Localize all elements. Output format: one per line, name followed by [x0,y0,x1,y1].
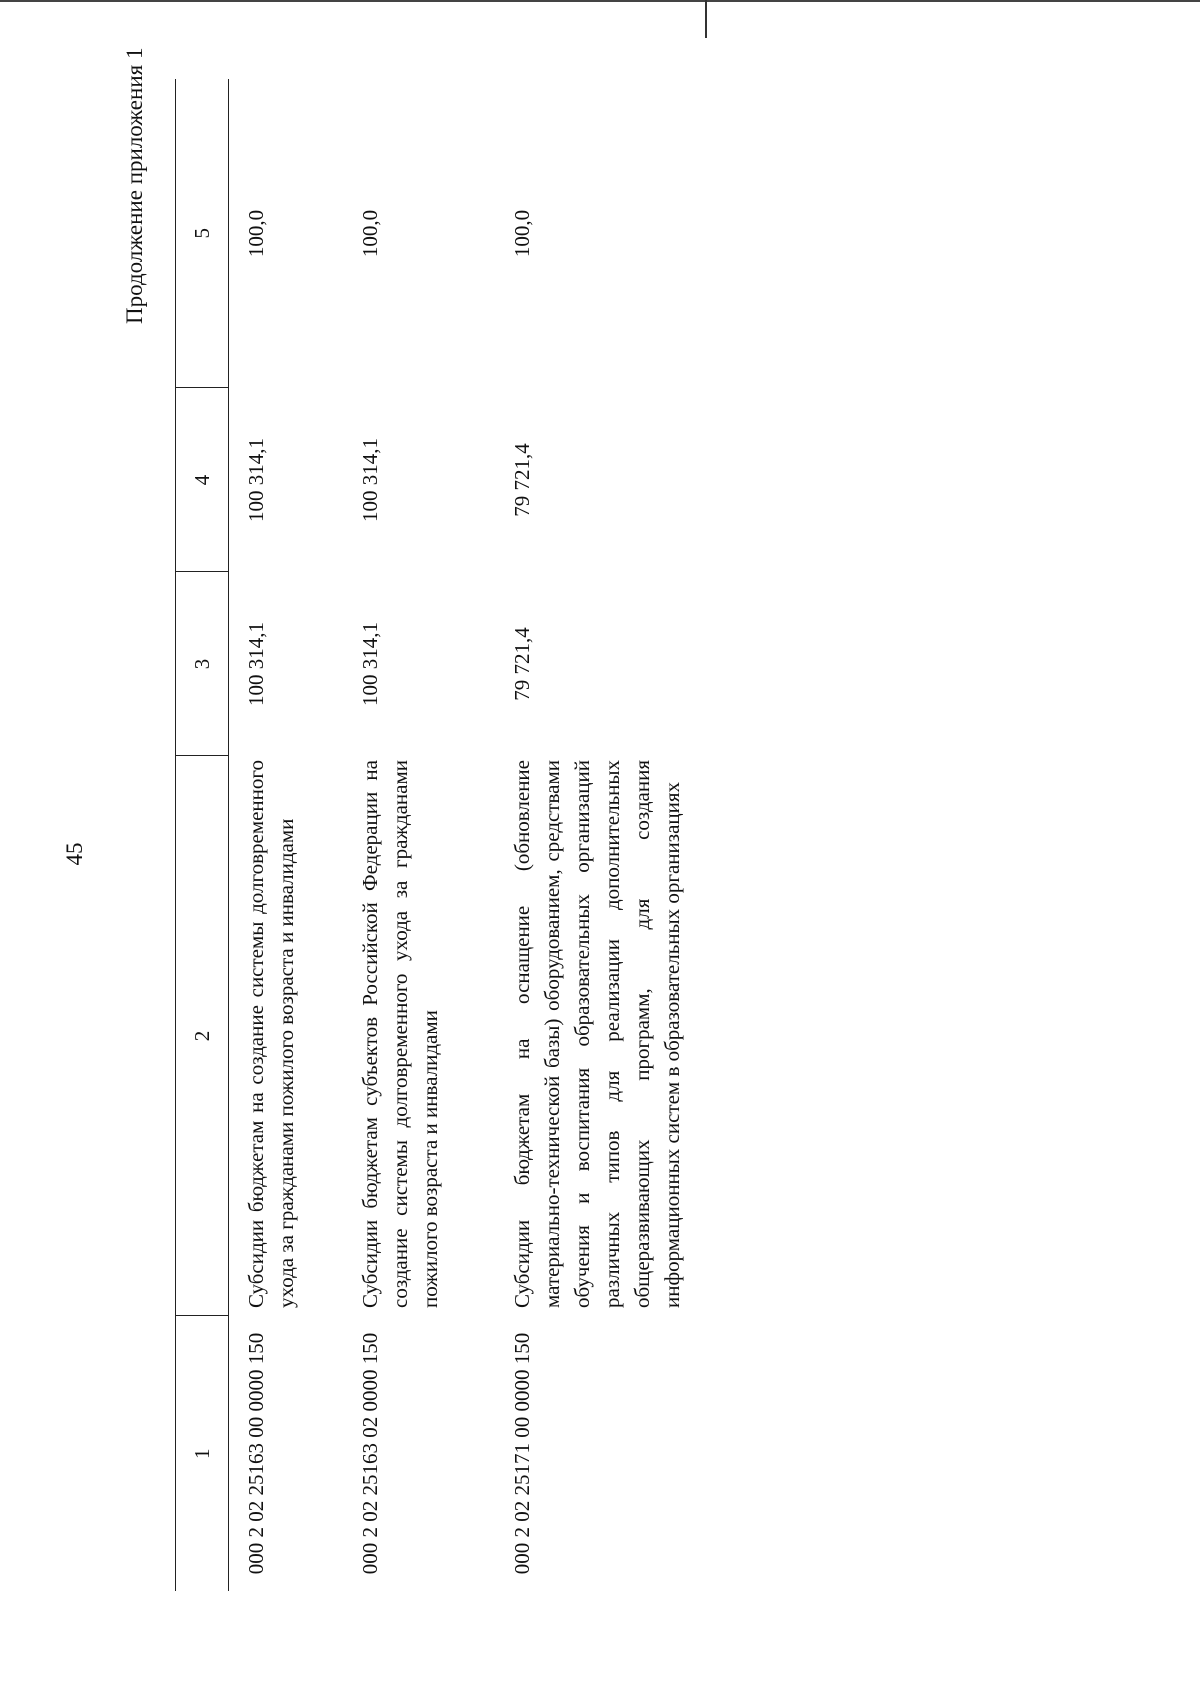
budget-code-cell: 000 2 02 25163 00 0000 150 [244,1332,268,1575]
value-col3-cell: 100 314,1 [358,622,382,706]
value-col4-cell: 100 314,1 [358,438,382,522]
page-number: 45 [62,842,87,866]
header-col-3: 3 [176,572,229,756]
header-col-1: 1 [176,1316,229,1591]
budget-table [175,79,727,1591]
table-header-row [176,79,229,1591]
percent-cell: 100,0 [244,209,268,258]
description-cell: Субсидии бюджетам на оснащение (обновление материально-технической базы) оборудованием, средствами обучения и воспитания образовательных организаций различных типов для реализации дополнительных общеразвивающих программ, для создания информационных систем в образовательных организациях [510,760,684,1308]
table-header [176,79,229,1591]
value-col3-cell: 100 314,1 [244,622,268,706]
description-cell: Субсидии бюджетам на создание системы долговременного ухода за гражданами пожилого возраста и инвалидами [244,760,298,1308]
percent-cell: 100,0 [358,209,382,258]
table-row [343,79,495,1591]
value-col4-cell: 79 721,4 [510,443,534,517]
appendix-continuation-label: Продолжение приложения 1 [122,47,147,324]
table-row [229,79,344,1591]
budget-code-cell: 000 2 02 25171 00 0000 150 [510,1332,534,1575]
percent-cell: 100,0 [510,209,534,258]
header-col-2: 2 [176,756,229,1316]
table-body [229,79,728,1591]
description-cell: Субсидии бюджетам субъектов Российской Федерации на создание системы долговременного ухода за гражданами пожилого возраста и инвалидами [358,760,442,1308]
table-row [495,79,727,1591]
header-col-5: 5 [176,79,229,388]
header-col-4: 4 [176,388,229,572]
value-col4-cell: 100 314,1 [244,438,268,522]
budget-code-cell: 000 2 02 25163 02 0000 150 [358,1332,382,1575]
value-col3-cell: 79 721,4 [510,627,534,701]
budget-table-wrapper [175,79,727,1591]
